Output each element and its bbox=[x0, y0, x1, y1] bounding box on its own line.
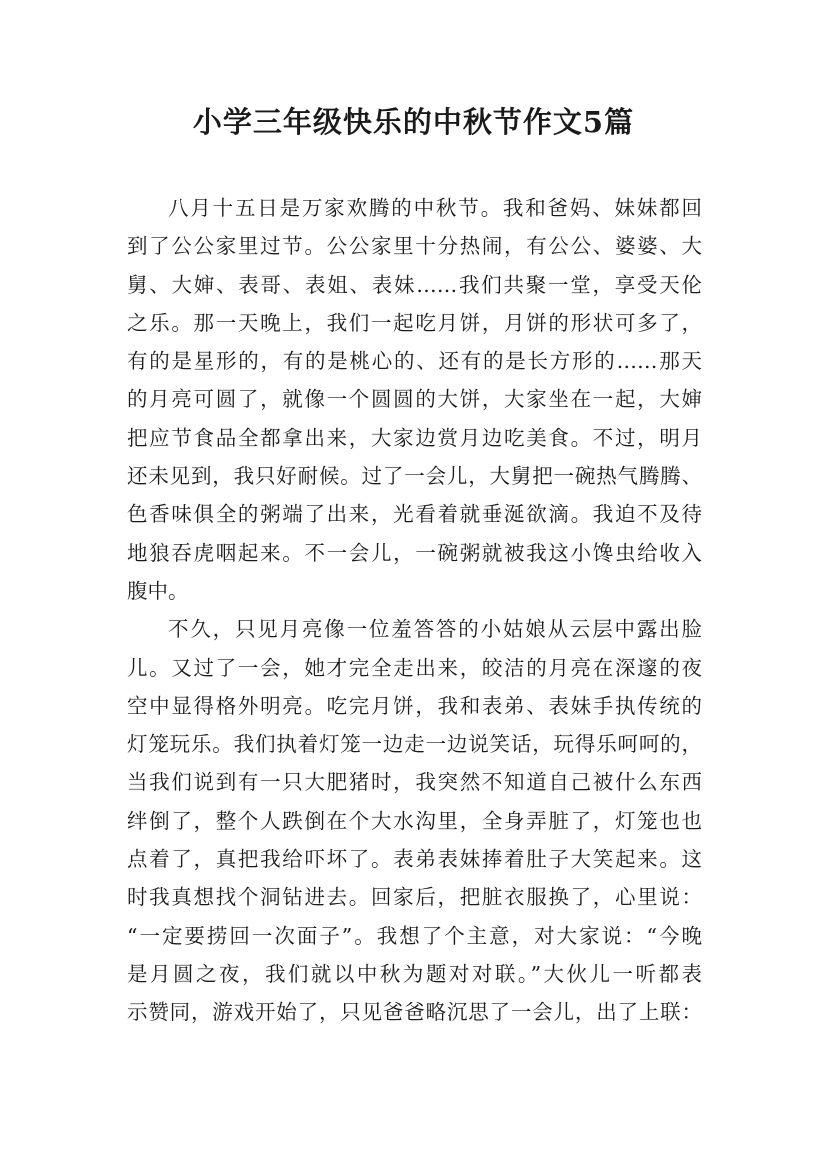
paragraph-1-line-5: 有的是星形的，有的是桃心的、还有的是长方形的……那天 bbox=[127, 349, 702, 374]
paragraph-2-line-11: 示赞同，游戏开始了，只见爸爸略沉思了一会儿，出了上联： bbox=[127, 1000, 702, 1025]
paragraph-2-line-9: “一定要捞回一次面子”。我想了个主意，对大家说：“今晚 bbox=[127, 923, 702, 948]
document-body bbox=[127, 189, 702, 1032]
paragraph-1-line-11: 腹中。 bbox=[127, 578, 189, 603]
paragraph-1-line-6: 的月亮可圆了，就像一个圆圆的大饼，大家坐在一起，大婶 bbox=[127, 387, 702, 412]
paragraph-2-line-10: 是月圆之夜，我们就以中秋为题对对联。”大伙儿一听都表 bbox=[127, 961, 702, 986]
paragraph-1-line-8: 还未见到，我只好耐候。过了一会儿，大舅把一碗热气腾腾、 bbox=[127, 464, 702, 489]
paragraph-2-line-7: 点着了，真把我给吓坏了。表弟表妹捧着肚子大笑起来。这 bbox=[127, 847, 702, 872]
paragraph-1-line-3: 舅、大婶、表哥、表姐、表妹……我们共聚一堂，享受天伦 bbox=[127, 272, 702, 297]
paragraph-2-line-3: 空中显得格外明亮。吃完月饼，我和表弟、表妹手执传统的 bbox=[127, 693, 702, 718]
paragraph-2-line-2: 儿。又过了一会，她才完全走出来，皎洁的月亮在深邃的夜 bbox=[127, 655, 702, 680]
paragraph-1-line-7: 把应节食品全都拿出来，大家边赏月边吃美食。不过，明月 bbox=[127, 425, 702, 450]
paragraph-2-line-1: 不久，只见月亮像一位羞答答的小姑娘从云层中露出脸 bbox=[168, 617, 702, 642]
document-title: 小学三年级快乐的中秋节作文5篇 bbox=[192, 105, 635, 139]
paragraph-1-line-1: 八月十五日是万家欢腾的中秋节。我和爸妈、妹妹都回 bbox=[168, 196, 702, 220]
paragraph-2-line-8: 时我真想找个洞钻进去。回家后，把脏衣服换了，心里说： bbox=[127, 885, 702, 910]
paragraph-2-line-5: 当我们说到有一只大肥猪时，我突然不知道自己被什么东西 bbox=[127, 770, 702, 795]
paragraph-1-line-9: 色香味俱全的粥端了出来，光看着就垂涎欲滴。我迫不及待 bbox=[127, 502, 702, 527]
paragraph-1-line-2: 到了公公家里过节。公公家里十分热闹，有公公、婆婆、大 bbox=[127, 234, 702, 259]
paragraph-1-line-10: 地狼吞虎咽起来。不一会儿，一碗粥就被我这小馋虫给收入 bbox=[127, 540, 702, 565]
paragraph-1-line-4: 之乐。那一天晚上，我们一起吃月饼，月饼的形状可多了， bbox=[127, 310, 702, 335]
paragraph-2-line-6: 绊倒了，整个人跌倒在个大水沟里，全身弄脏了，灯笼也也 bbox=[127, 808, 702, 833]
paragraph-2-line-4: 灯笼玩乐。我们执着灯笼一边走一边说笑话，玩得乐呵呵的， bbox=[127, 732, 702, 757]
